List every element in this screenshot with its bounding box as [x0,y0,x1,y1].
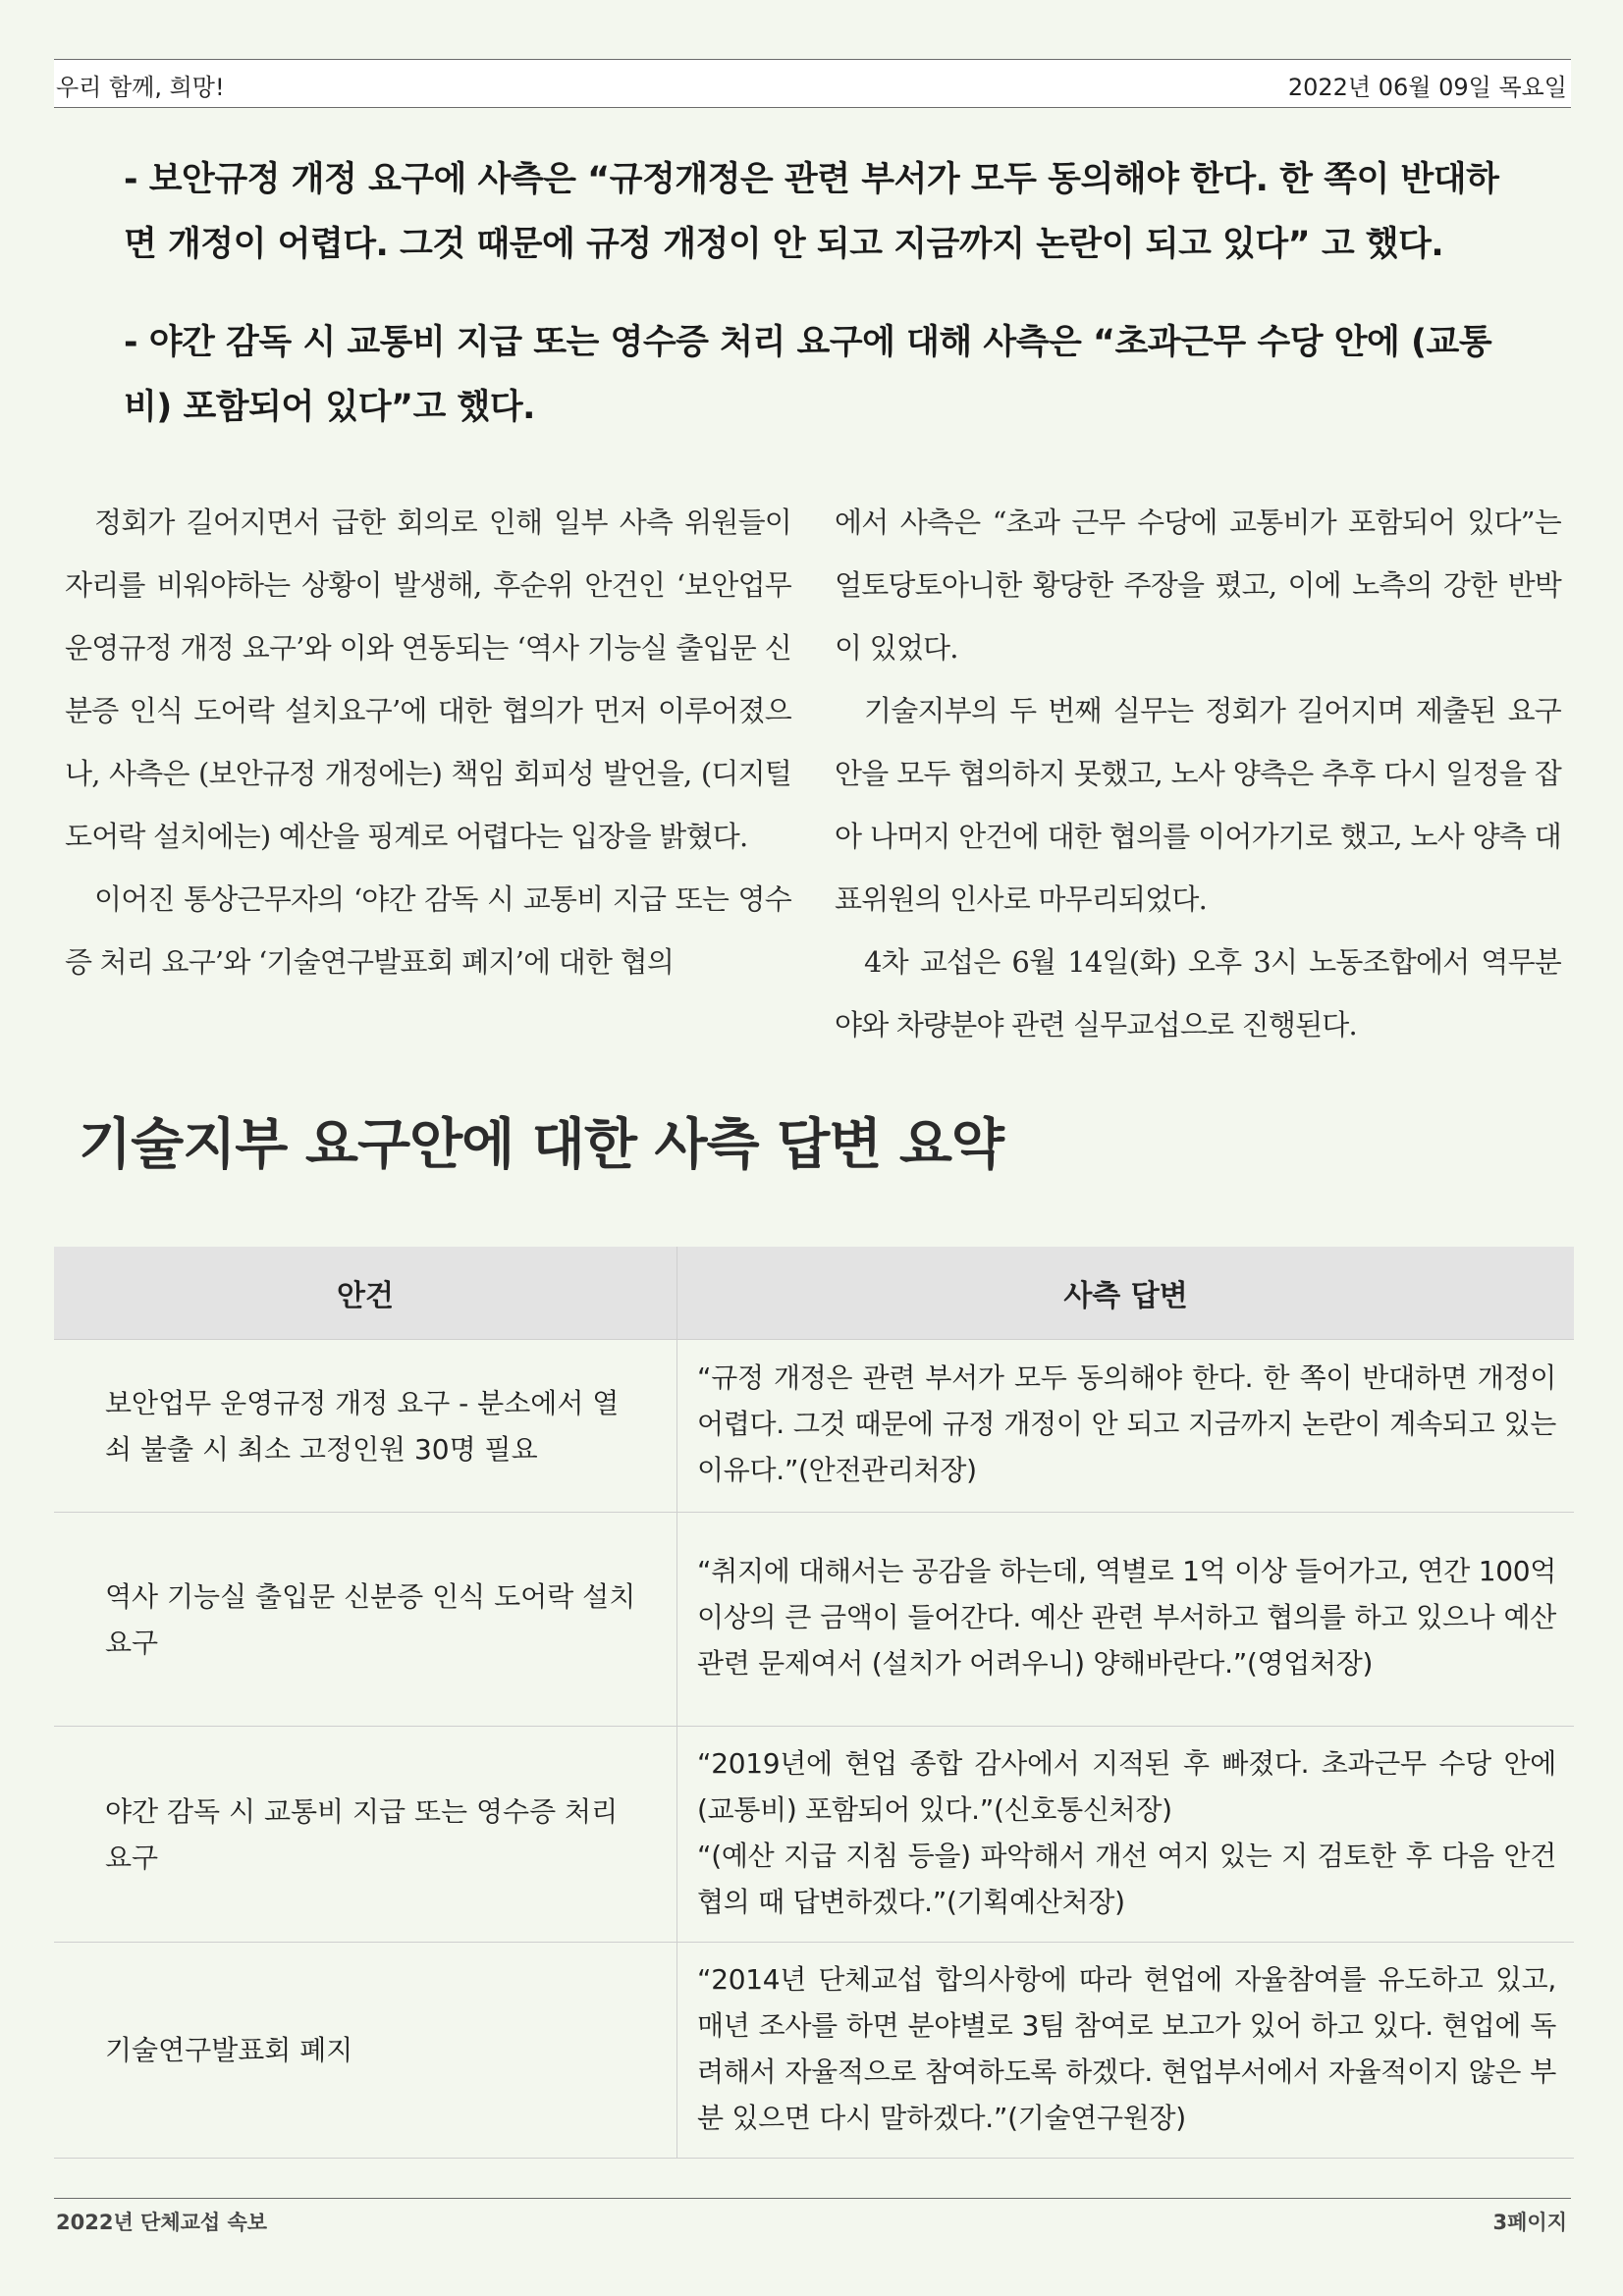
answer-cell [677,1727,1575,1943]
agenda-cell: 야간 감독 시 교통비 지급 또는 영수증 처리 요구 [54,1727,677,1943]
page-footer [54,2198,1571,2238]
bullet-item: - 야간 감독 시 교통비 지급 또는 영수증 처리 요구에 대해 사측은 “초과근무 수당 안에 (교통비) 포함되어 있다”고 했다. [124,323,1492,427]
table-header-row [54,1247,1574,1340]
answer-text: “2019년에 현업 종합 감사에서 지적된 후 빠졌다. 초과근무 수당 안에 (교통비) 포함되어 있다.”(신호통신처장) [697,1746,1556,1826]
table-row [54,1340,1574,1513]
answer-cell [677,1513,1575,1727]
answer-cell [677,1340,1575,1513]
bullet-item: - 보안규정 개정 요구에 사측은 “규정개정은 관련 부서가 모두 동의해야 한다. 한 쪽이 반대하면 개정이 어렵다. 그것 때문에 규정 개정이 안 되고 지금까지 논란이 되고 있다” 고 했다. [124,160,1499,264]
table-row [54,1727,1574,1943]
column-header-answer: 사측 답변 [677,1247,1575,1340]
header-date: 2022년 06월 09일 목요일 [1287,74,1567,101]
answer-text: “2014년 단체교섭 합의사항에 따라 현업에 자율참여를 유도하고 있고, 매년 조사를 하면 분야별로 3팀 참여로 보고가 있어 하고 있다. 현업에 독려해서 자율적으로 참여하도록 하겠다. 현업부서에서 자율적이지 않은 부분 있으면 다시 말하겠다.”(기술연구원장) [697,1962,1556,2134]
answer-text: “취지에 대해서는 공감을 하는데, 역별로 1억 이상 들어가고, 연간 100억 이상의 큰 금액이 들어간다. 예산 관련 부서하고 협의를 하고 있으나 예산관련 문제여서 (설치가 어려우니) 양해바란다.”(영업처장) [697,1555,1556,1680]
right-column [835,491,1561,1056]
footer-publication: 2022년 단체교섭 속보 [56,2211,268,2234]
body-columns [65,491,1561,1056]
page-header [54,59,1571,108]
agenda-cell: 역사 기능실 출입문 신분증 인식 도어락 설치 요구 [54,1513,677,1727]
bullet-list [124,147,1518,473]
paragraph: 4차 교섭은 6월 14일(화) 오후 3시 노동조합에서 역무분야와 차량분야 관련 실무교섭으로 진행된다. [835,945,1561,1041]
header-slogan: 우리 함께, 희망! [56,74,225,101]
paragraph: 기술지부의 두 번째 실무는 정회가 길어지며 제출된 요구안을 모두 협의하지 못했고, 노사 양측은 추후 다시 일정을 잡아 나머지 안건에 대한 협의를 이어가기로 했고, 노사 양측 대표위원의 인사로 마무리되었다. [835,694,1561,916]
paragraph-continuation: 에서 사측은 “초과 근무 수당에 교통비가 포함되어 있다”는 얼토당토아니한 황당한 주장을 폈고, 이에 노측의 강한 반박이 있었다. [835,506,1561,665]
section-title: 기술지부 요구안에 대한 사측 답변 요약 [79,1113,1004,1177]
summary-table [54,1247,1574,2159]
agenda-cell: 기술연구발표회 폐지 [54,1943,677,2159]
table-row [54,1943,1574,2159]
paragraph: 이어진 통상근무자의 ‘야간 감독 시 교통비 지급 또는 영수증 처리 요구’와 ‘기술연구발표회 폐지’에 대한 협의 [65,882,791,979]
answer-text: “(예산 지급 지침 등을) 파악해서 개선 여지 있는 지 검토한 후 다음 안건 협의 때 답변하겠다.”(기획예산처장) [697,1839,1556,1918]
paragraph: 정회가 길어지면서 급한 회의로 인해 일부 사측 위원들이 자리를 비워야하는 상황이 발생해, 후순위 안건인 ‘보안업무 운영규정 개정 요구’와 이와 연동되는 ‘역사 기능실 출입문 신분증 인식 도어락 설치요구’에 대한 협의가 먼저 이루어졌으나, 사측은 (보안규정 개정에는) 책임 회피성 발언을, (디지털 도어락 설치에는) 예산을 핑계로 어렵다는 입장을 밝혔다. [65,506,791,853]
table-row [54,1513,1574,1727]
page-number: 3페이지 [1492,2211,1567,2234]
left-column [65,491,791,1056]
column-header-agenda: 안건 [54,1247,677,1340]
answer-cell [677,1943,1575,2159]
answer-text: “규정 개정은 관련 부서가 모두 동의해야 한다. 한 쪽이 반대하면 개정이 어렵다. 그것 때문에 규정 개정이 안 되고 지금까지 논란이 계속되고 있는 이유다.”(안전관리처장) [697,1362,1556,1486]
agenda-cell: 보안업무 운영규정 개정 요구 - 분소에서 열쇠 불출 시 최소 고정인원 30명 필요 [54,1340,677,1513]
